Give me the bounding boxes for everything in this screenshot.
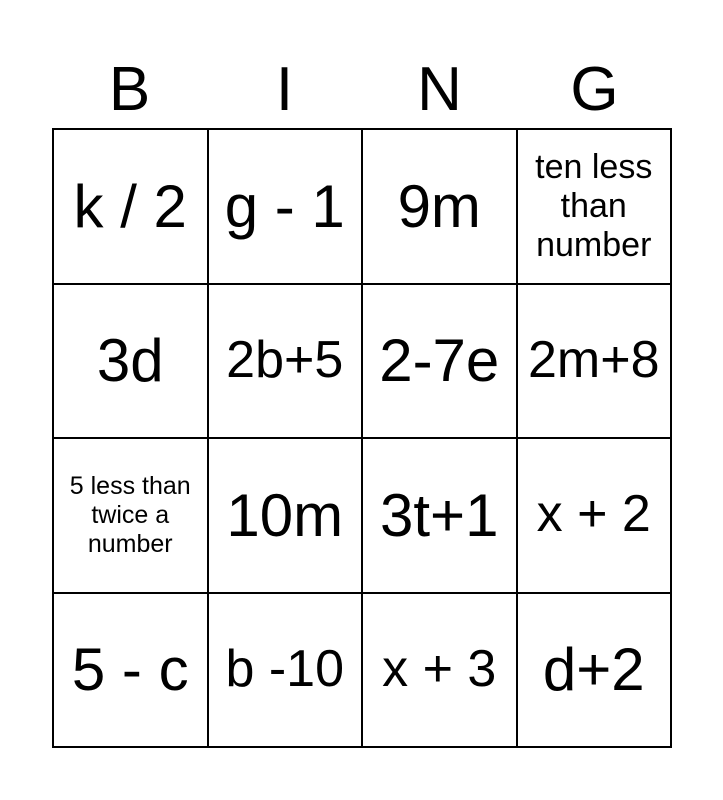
cell-text: 2-7e xyxy=(379,327,500,395)
header-letter-g: G xyxy=(570,55,619,124)
cell-text: 2b+5 xyxy=(226,330,344,389)
cell-text: 3t+1 xyxy=(380,481,499,549)
cell-text: 5 less than twice a number xyxy=(69,472,191,558)
cell-text: ten less than number xyxy=(535,147,653,264)
cell-text: g - 1 xyxy=(224,172,345,240)
bingo-cell[interactable] xyxy=(363,130,518,285)
bingo-cell[interactable] xyxy=(54,285,209,440)
bingo-grid xyxy=(52,128,672,748)
bingo-cell[interactable] xyxy=(209,130,364,285)
cell-text: 3d xyxy=(96,327,164,395)
bingo-header xyxy=(52,52,672,128)
header-letter-i: I xyxy=(275,55,294,124)
bingo-cell[interactable] xyxy=(363,285,518,440)
bingo-cell[interactable] xyxy=(363,439,518,594)
bingo-cell[interactable] xyxy=(54,130,209,285)
bingo-cell[interactable] xyxy=(54,439,209,594)
bingo-cell[interactable] xyxy=(209,594,364,749)
bingo-cell[interactable] xyxy=(518,130,673,285)
bingo-cell[interactable] xyxy=(518,439,673,594)
bingo-cell[interactable] xyxy=(209,285,364,440)
header-letter-b: B xyxy=(108,55,151,124)
bingo-cell[interactable] xyxy=(209,439,364,594)
cell-text: k / 2 xyxy=(73,172,187,240)
cell-text: b -10 xyxy=(225,639,345,698)
cell-text: 5 - c xyxy=(71,636,189,704)
bingo-cell[interactable] xyxy=(518,594,673,749)
cell-text: x + 2 xyxy=(536,485,651,544)
cell-text: x + 3 xyxy=(382,639,497,698)
cell-text: 2m+8 xyxy=(527,330,660,389)
cell-text: 9m xyxy=(397,172,481,240)
header-letter-n: N xyxy=(417,55,462,124)
bingo-cell[interactable] xyxy=(518,285,673,440)
cell-text: 10m xyxy=(226,481,344,549)
bingo-cell[interactable] xyxy=(54,594,209,749)
bingo-cell[interactable] xyxy=(363,594,518,749)
cell-text: d+2 xyxy=(542,636,645,704)
